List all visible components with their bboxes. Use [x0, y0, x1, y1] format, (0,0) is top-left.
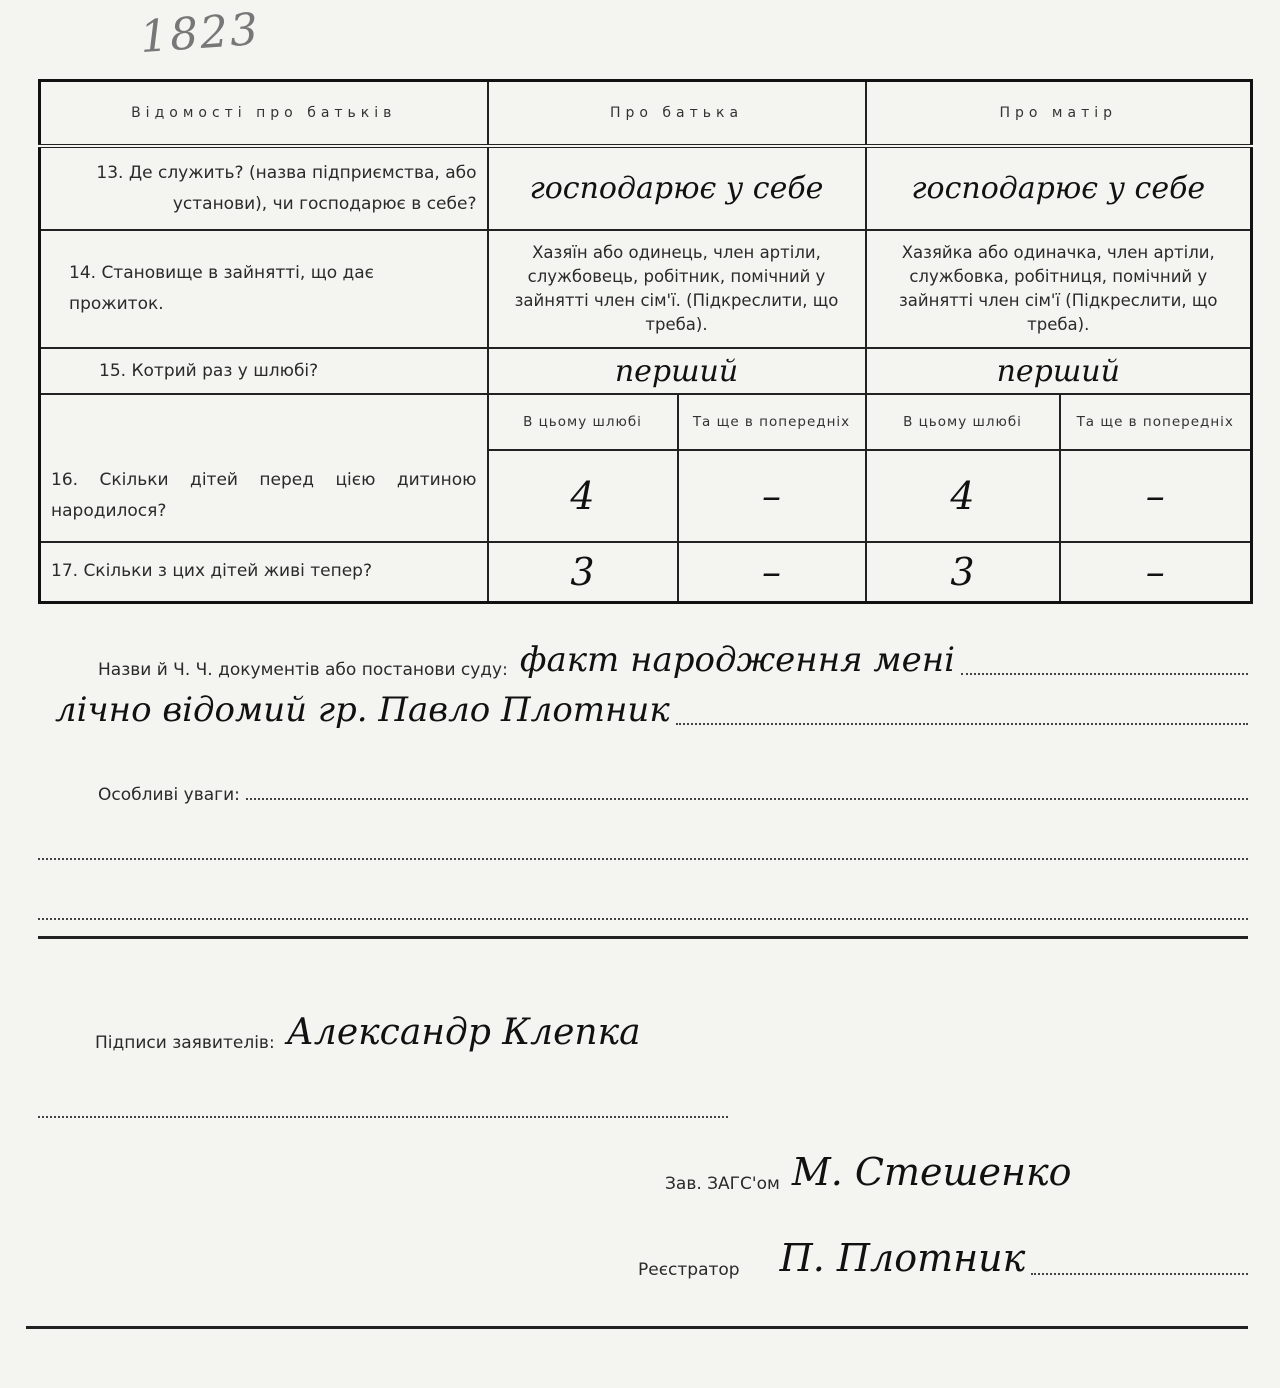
head-signature-field: [665, 1150, 1145, 1194]
q17-father-prev: –: [678, 542, 866, 602]
section-divider: [38, 936, 1248, 939]
documents-label: Назви й Ч. Ч. документів або постанови суду:: [98, 660, 508, 680]
subheader-father-previous: Та ще в попередніх: [678, 394, 866, 450]
subheader-mother-previous: Та ще в попередніх: [1060, 394, 1252, 450]
q13-label: 13. Де служить? (назва підприємства, або установи), чи господарює в себе?: [40, 146, 488, 230]
registrar-signature: П. Плотник: [779, 1236, 1026, 1280]
q16-father-prev: –: [678, 450, 866, 542]
q15-label: 15. Котрий раз у шлюбі?: [40, 348, 488, 394]
applicants-label: Підписи заявителів:: [95, 1033, 275, 1053]
subheader-father-this-marriage: В цьому шлюбі: [488, 394, 678, 450]
remarks-blank-line-1: [38, 858, 1248, 860]
header-father: Про батька: [488, 81, 866, 147]
applicants-signature: Александр Клепка: [286, 1012, 641, 1053]
registrar-label: Реєстратор: [638, 1260, 740, 1280]
q15-father-answer: перший: [488, 348, 866, 394]
q14-mother-options: Хазяйка або одиначка, член артіли, службовка, робітниця, помічний у зайнятті член сім'ї (Підкреслити, що треба).: [866, 230, 1252, 348]
q14-label: 14. Становище в зайнятті, що дає прожиток.: [40, 230, 488, 348]
head-signature: М. Стешенко: [791, 1150, 1072, 1194]
documents-field: [98, 640, 1248, 680]
registrar-signature-field: [638, 1236, 1248, 1280]
remarks-blank-line-2: [38, 918, 1248, 920]
q13-mother-answer: господарює у себе: [866, 146, 1252, 230]
bottom-rule: [26, 1326, 1248, 1329]
q16-father-this: 4: [488, 450, 678, 542]
documents-field-continuation: [55, 690, 1248, 730]
header-mother: Про матір: [866, 81, 1252, 147]
row-q14: [40, 230, 1252, 348]
row-subheaders: [40, 394, 1252, 450]
applicants-signature-field: [95, 1012, 755, 1053]
table-header-row: [40, 81, 1252, 147]
remarks-field: [98, 785, 1248, 805]
q17-label: 17. Скільки з цих дітей живі тепер?: [40, 542, 488, 602]
archive-number: 1823: [138, 3, 262, 64]
remarks-label: Особливі уваги:: [98, 785, 240, 805]
q16-mother-this: 4: [866, 450, 1060, 542]
q16-label: 16. Скільки дітей перед цією дитиною народилося?: [40, 394, 488, 542]
q17-mother-prev: –: [1060, 542, 1252, 602]
q17-mother-this: 3: [866, 542, 1060, 602]
documents-line2: лічно відомий гр. Павло Плотник: [55, 690, 670, 730]
q14-father-options: Хазяїн або одинець, член артіли, службовець, робітник, помічний у зайнятті член сім'ї. (Підкреслити, що треба).: [488, 230, 866, 348]
subheader-mother-this-marriage: В цьому шлюбі: [866, 394, 1060, 450]
q15-mother-answer: перший: [866, 348, 1252, 394]
applicants-blank-line: [38, 1116, 728, 1118]
row-q13: [40, 146, 1252, 230]
row-q17: [40, 542, 1252, 602]
parents-info-table: [38, 79, 1253, 604]
q13-father-answer: господарює у себе: [488, 146, 866, 230]
head-label: Зав. ЗАГС'ом: [665, 1174, 780, 1194]
header-parents-info: Відомості про батьків: [40, 81, 488, 147]
documents-line1: факт народження мені: [519, 640, 955, 680]
q17-father-this: 3: [488, 542, 678, 602]
row-q15: [40, 348, 1252, 394]
q16-mother-prev: –: [1060, 450, 1252, 542]
